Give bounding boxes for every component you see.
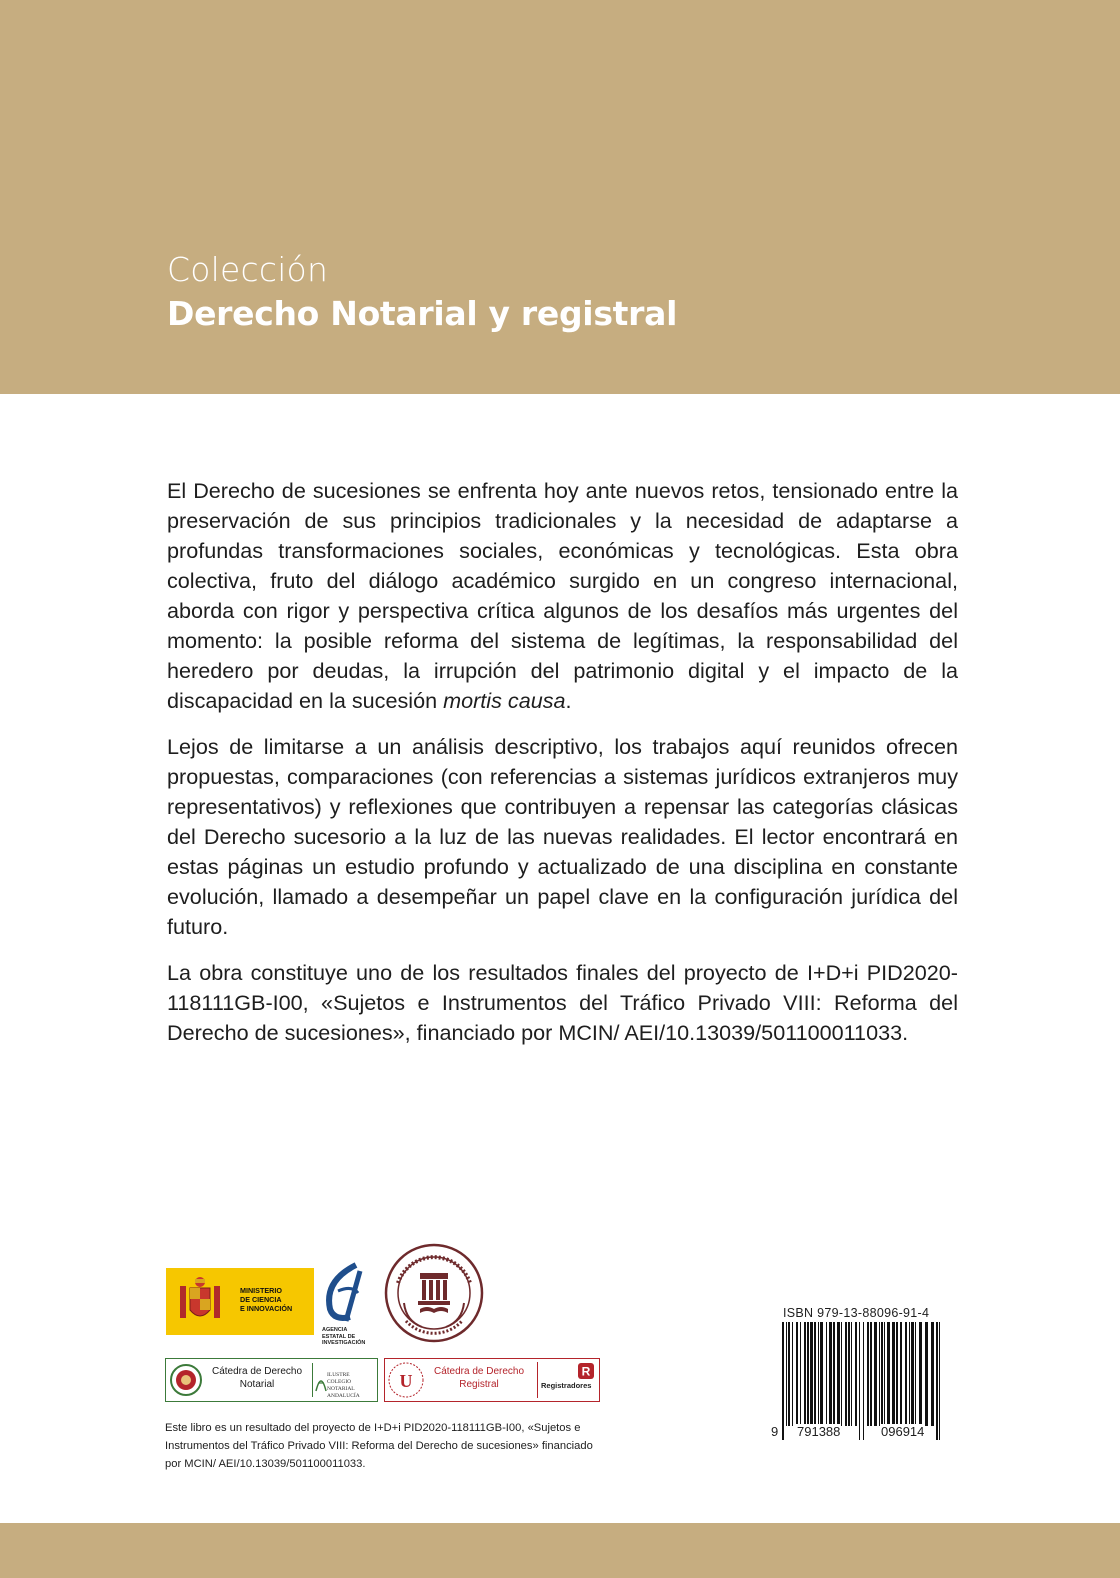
barcode-bar bbox=[939, 1322, 940, 1440]
barcode-bar bbox=[925, 1322, 928, 1426]
barcode-bar bbox=[900, 1322, 902, 1426]
barcode-bar bbox=[848, 1322, 850, 1426]
isbn-label: ISBN 979-13-88096-91-4 bbox=[783, 1306, 930, 1320]
registradores-r-icon bbox=[578, 1363, 594, 1379]
aei-logo bbox=[316, 1261, 371, 1353]
colegio-notarial-logo bbox=[312, 1363, 377, 1397]
aei-text: AGENCIA ESTATAL DE INVESTIGACIÓN bbox=[322, 1327, 366, 1346]
barcode-bar bbox=[867, 1322, 869, 1426]
barcode-digits-right: 096914 bbox=[881, 1424, 925, 1439]
barcode-bar bbox=[915, 1322, 916, 1426]
barcode-bar bbox=[820, 1322, 823, 1426]
barcode-bar bbox=[896, 1322, 898, 1426]
barcode-bar bbox=[909, 1322, 910, 1426]
footer-band bbox=[0, 1523, 1120, 1578]
aei-emblem-icon bbox=[316, 1261, 371, 1325]
barcode-bar bbox=[855, 1322, 857, 1426]
blurb bbox=[167, 476, 958, 1064]
barcode-bar bbox=[919, 1322, 922, 1426]
barcode-bar bbox=[863, 1322, 864, 1440]
barcode-bar bbox=[782, 1322, 784, 1440]
barcode-bar bbox=[851, 1322, 852, 1426]
colegio-notarial-text: ILUSTRE COLEGIO NOTARIAL ANDALUCÍA bbox=[327, 1372, 360, 1399]
registradores-text: Registradores bbox=[541, 1381, 592, 1390]
blurb-paragraph-3: La obra constituye uno de los resultados finales del proyecto de I+D+i PID2020- 118111GB-I00, «Sujetos e Instrumentos del Tráfico Privado VIII: Reforma del Derecho de sucesiones», financiado por MCIN/ AEI/10.13039/501100011033. bbox=[167, 960, 958, 1045]
barcode-bar bbox=[870, 1322, 872, 1426]
barcode-bar bbox=[796, 1322, 798, 1426]
blurb-paragraph-1-text: El Derecho de sucesiones se enfrenta hoy ante nuevos retos, tensionado entre la preservación de sus principios tradicionales y la necesidad de adaptarse a profundas transformaciones sociales, económicas y tecnológicas. Esta obra colectiva, fruto del diálogo académico surgido en un congreso internacional, aborda con rigor y perspectiva crítica algunos de los desafíos más urgentes del momento: la posible reforma del sistema de legítimas, la responsabilidad del heredero por deudas, la irrupción del patrimonio digital y el impacto de la discapacidad en la sucesión bbox=[167, 478, 958, 713]
registradores-logo bbox=[537, 1362, 598, 1398]
barcode-bar bbox=[807, 1322, 809, 1426]
notarial-seal-icon bbox=[169, 1363, 203, 1397]
barcode-bar bbox=[911, 1322, 914, 1426]
colegio-notarial-icon bbox=[314, 1369, 328, 1393]
header-band bbox=[0, 0, 1120, 394]
barcode-digits bbox=[770, 1424, 953, 1442]
blurb-italic-term: mortis causa bbox=[443, 688, 566, 713]
barcode-bar bbox=[881, 1322, 883, 1426]
barcode-bar bbox=[810, 1322, 813, 1426]
sponsor-logos-row-2 bbox=[165, 1358, 605, 1406]
catedra-notarial-label: Cátedra de Derecho Notarial bbox=[211, 1366, 303, 1390]
barcode-bar bbox=[786, 1322, 787, 1426]
barcode-bar bbox=[884, 1322, 885, 1426]
barcode-bar bbox=[931, 1322, 934, 1426]
collection-label: Colección bbox=[167, 250, 329, 289]
barcode-digits-left: 791388 bbox=[797, 1424, 841, 1439]
barcode-bar bbox=[874, 1322, 877, 1426]
barcode-bar bbox=[892, 1322, 895, 1426]
blurb-paragraph-2: Lejos de limitarse a un análisis descriptivo, los trabajos aquí reunidos ofrecen propuestas, comparaciones (con referencias a sistemas jurídicos extranjeros muy representativos) y reflexiones que contribuyen a repensar las categorías clásicas del Derecho sucesorio a la luz de las nuevas realidades. El lector encontrará en estas páginas un estudio profundo y actualizado de una disciplina en constante evolución, llamado a desempeñar un papel clave en la configuración jurídica del futuro. bbox=[167, 734, 958, 939]
catedra-registral-label: Cátedra de Derecho Registral bbox=[433, 1366, 525, 1390]
barcode-bar bbox=[936, 1322, 938, 1440]
barcode-bar bbox=[818, 1322, 819, 1426]
funding-note: Este libro es un resultado del proyecto de I+D+i PID2020-118111GB-I00, «Sujetos e Instrumentos del Tráfico Privado VIII: Reforma del Derecho de sucesiones» financiado por MCIN/ AEI/10.13039/501100011033. bbox=[165, 1422, 593, 1470]
barcode-bar bbox=[833, 1322, 835, 1426]
barcode-bar bbox=[829, 1322, 832, 1426]
academia-seal-icon bbox=[384, 1243, 484, 1343]
sponsor-logos-row-1 bbox=[166, 1243, 496, 1353]
barcode-bar bbox=[845, 1322, 847, 1426]
ministerio-text: MINISTERIO DE CIENCIA E INNOVACIÓN bbox=[240, 1286, 293, 1313]
collection-name: Derecho Notarial y registral bbox=[167, 294, 678, 333]
barcode-bar bbox=[905, 1322, 907, 1426]
barcode-bar bbox=[887, 1322, 890, 1426]
catedra-registral-logo bbox=[384, 1358, 600, 1402]
barcode-bar bbox=[800, 1322, 801, 1426]
spain-coat-of-arms-icon bbox=[176, 1276, 224, 1326]
barcode-bar bbox=[814, 1322, 816, 1426]
academia-sucesiones-seal bbox=[384, 1243, 484, 1343]
blurb-paragraph-1 bbox=[167, 476, 958, 716]
barcode-digit-first: 9 bbox=[771, 1424, 779, 1439]
barcode-bar bbox=[804, 1322, 806, 1426]
blurb-paragraph-1-end: . bbox=[565, 688, 572, 713]
barcode-bar bbox=[859, 1322, 860, 1440]
svg-text:R: R bbox=[581, 1364, 591, 1379]
universidad-sevilla-icon bbox=[387, 1361, 425, 1399]
svg-text:U: U bbox=[399, 1371, 413, 1391]
barcode-bar bbox=[826, 1322, 827, 1426]
barcode-bar bbox=[792, 1322, 793, 1426]
barcode-bar bbox=[837, 1322, 840, 1426]
ministerio-logo bbox=[166, 1268, 314, 1335]
barcode-bar bbox=[879, 1322, 880, 1426]
barcode-bar bbox=[841, 1322, 842, 1426]
catedra-notarial-logo bbox=[165, 1358, 378, 1402]
barcode-bar bbox=[788, 1322, 790, 1426]
